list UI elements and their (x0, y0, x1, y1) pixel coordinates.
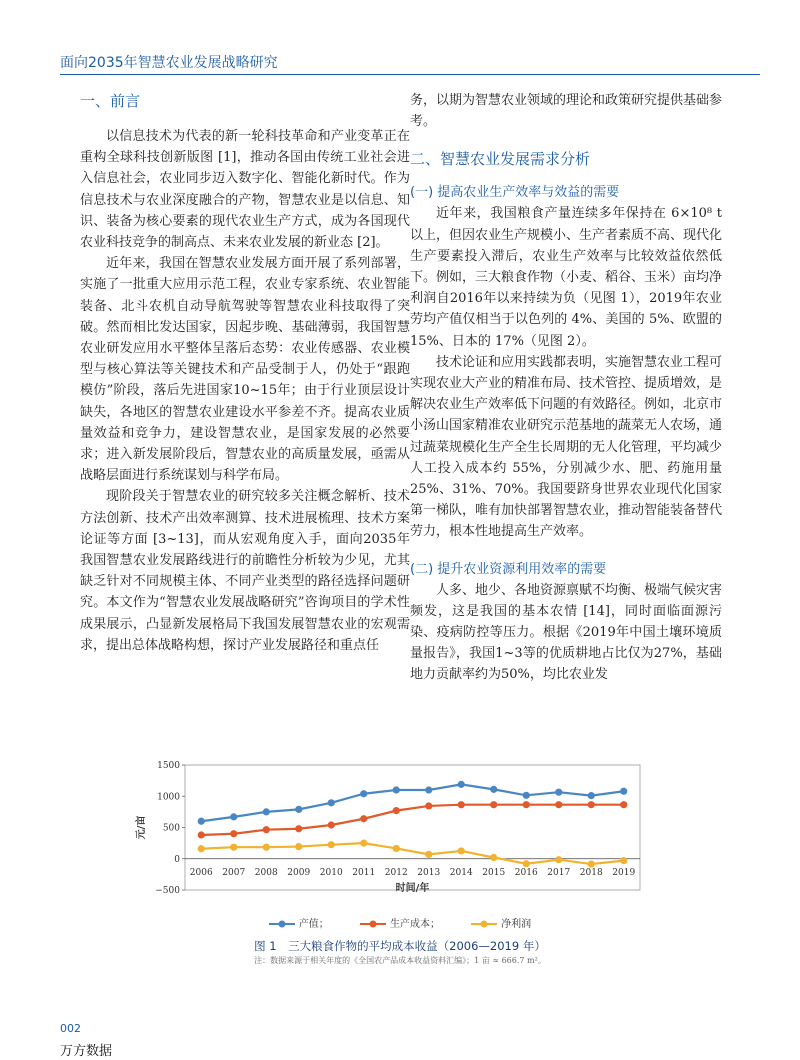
y-tick-label: 1500 (157, 761, 180, 771)
data-point-生产成本 (523, 801, 530, 808)
data-point-产值 (523, 792, 530, 799)
x-tick-label: 2014 (449, 867, 473, 878)
paragraph: 技术论证和应用实践都表明，实施智慧农业工程可实现农业大产业的精准布局、技术管控、提质增效，是解决农业生产效率低下问题的有效路径。例如，北京市小汤山国家精准农业研究示范基地的蔬菜无人农场，通过蔬菜规模化生产全生长周期的无人化管理，平均减少人工投入成本约 55%，分别减少水、肥、药施用量 25%、31%、70%。我国要跻身世界农业现代化国家第一梯队，唯有加快部署智慧农业，推动智能装备替代劳力，根本性地提高生产效率。 (410, 354, 723, 540)
x-tick-label: 2018 (579, 867, 603, 878)
x-tick-label: 2006 (189, 867, 213, 878)
data-point-净利润 (490, 854, 497, 861)
plot-frame (185, 765, 640, 890)
paragraph: 人多、地少、各地资源禀赋不均衡、极端气候灾害频发，这是我国的基本农情 [14]，同时面临面源污染、疫病防控等压力。根据《2019年中国土壤环境质量报告》，我国1~3等的优质耕地占比仅为27%，基础地力贡献率约为50%，均比农业发 (410, 582, 723, 683)
figure-caption: 图 1 三大粮食作物的平均成本收益（2006—2019 年） (254, 939, 546, 953)
x-tick-label: 2011 (352, 867, 376, 878)
data-point-净利润 (360, 840, 367, 847)
x-tick-label: 2016 (514, 867, 538, 878)
right-column (410, 90, 722, 686)
data-point-产值 (198, 818, 205, 825)
data-point-生产成本 (458, 801, 465, 808)
data-point-净利润 (328, 841, 335, 848)
x-tick-label: 2007 (222, 867, 246, 878)
chart-legend (0, 915, 800, 930)
paragraph: 现阶段关于智慧农业的研究较多关注概念解析、技术方法创新、技术产出效率测算、技术进展梳理、技术方案论证等方面 [3~13]，而从宏观角度入手，面向2035年我国智慧农业发展路线进行的前瞻性分析较为少见，尤其缺乏针对不同规模主体、不同产业类型的路径选择问题研究。本文作为“智慧农业发展战略研究”咨询项目的学术性成果展示，凸显新发展格局下我国发展智慧农业的宏观需求，提出总体战略构想，探讨产业发展路径和重点任 (80, 489, 410, 653)
data-point-产值 (263, 808, 270, 815)
subsection-heading: (一) 提高农业生产效率与效益的需要 (410, 185, 620, 201)
x-tick-label: 2013 (417, 867, 441, 878)
y-tick-label: 1000 (157, 792, 180, 803)
x-axis-title: 时间/年 (395, 882, 430, 894)
legend-item: 生产成本； (360, 915, 440, 930)
data-point-生产成本 (588, 801, 595, 808)
data-point-产值 (490, 786, 497, 793)
y-tick-label: −500 (155, 886, 180, 896)
running-header: 面向2035年智慧农业发展战略研究 (60, 55, 278, 71)
y-axis-title: 元/亩 (136, 815, 147, 840)
data-point-生产成本 (555, 801, 562, 808)
data-point-产值 (295, 806, 302, 813)
paragraph: 以信息技术为代表的新一轮科技革命和产业变革正在重构全球科技创新版图 [1]，推动各国由传统工业社会进入信息社会，农业同步迈入数字化、智能化新时代。作为信息技术与农业深度融合的产物，智慧农业是以信息、知识、装备为核心要素的现代农业生产方式，成为各国现代农业科技竞争的制高点、未来农业发展的新业态 [2]。 (80, 129, 410, 251)
data-point-生产成本 (425, 802, 432, 809)
legend-item: 净利润 (471, 915, 531, 930)
paragraph: 务，以期为智慧农业领域的理论和政策研究提供基础参考。 (410, 93, 723, 130)
data-point-产值 (425, 786, 432, 793)
x-tick-label: 2017 (547, 867, 571, 878)
left-column (80, 90, 410, 656)
legend-item: 产值； (269, 915, 329, 930)
x-tick-label: 2009 (287, 867, 311, 878)
watermark: 万方数据 (60, 1044, 113, 1059)
y-tick-label: 500 (162, 823, 180, 834)
data-point-生产成本 (198, 831, 205, 838)
data-point-产值 (393, 786, 400, 793)
data-point-生产成本 (230, 830, 237, 837)
data-point-产值 (620, 788, 627, 795)
header-rule (60, 74, 760, 75)
data-point-生产成本 (360, 815, 367, 822)
y-tick-label: 0 (174, 854, 180, 865)
x-tick-label: 2010 (319, 867, 343, 878)
data-point-净利润 (523, 860, 530, 867)
section-heading-intro: 一、前言 (80, 92, 141, 110)
data-point-净利润 (425, 851, 432, 858)
data-point-净利润 (393, 845, 400, 852)
data-point-生产成本 (295, 825, 302, 832)
data-point-生产成本 (263, 826, 270, 833)
page-number: 002 (60, 1022, 81, 1035)
paragraph: 近年来，我国粮食产量连续多年保持在 6×10⁸ t以上，但因农业生产规模小、生产者素质不高、现代化生产要素投入滞后，农业生产效率与比较效益依然低下。例如，三大粮食作物（小麦、稻谷、玉米）亩均净利润自2016年以来持续为负（见图 1），2019年农业劳均产值仅相当于以色列的 4%、美国的 5%、欧盟的 15%、日本的 17%（见图 2）。 (410, 206, 723, 349)
data-point-生产成本 (620, 801, 627, 808)
data-point-净利润 (620, 857, 627, 864)
data-point-产值 (588, 792, 595, 799)
data-point-生产成本 (393, 807, 400, 814)
data-point-生产成本 (328, 821, 335, 828)
x-tick-label: 2012 (384, 867, 408, 878)
x-tick-label: 2019 (612, 867, 636, 878)
section-heading-demand: 二、智慧农业发展需求分析 (410, 150, 591, 169)
data-point-净利润 (198, 845, 205, 852)
data-point-净利润 (263, 844, 270, 851)
data-point-净利润 (295, 843, 302, 850)
data-point-净利润 (555, 856, 562, 863)
data-point-净利润 (458, 847, 465, 854)
data-point-生产成本 (490, 801, 497, 808)
line-chart (130, 760, 670, 960)
data-point-产值 (458, 781, 465, 788)
data-point-产值 (230, 813, 237, 820)
figure-note: 注：数据来源于相关年度的《全国农产品成本收益资料汇编》；1 亩 ≈ 666.7 m²。 (254, 956, 546, 965)
subsection-heading: (二) 提升农业资源利用效率的需要 (410, 561, 607, 577)
data-point-净利润 (230, 844, 237, 851)
data-point-产值 (328, 799, 335, 806)
x-tick-label: 2008 (254, 867, 278, 878)
data-point-产值 (360, 790, 367, 797)
chart-figure-1 (130, 760, 670, 960)
data-point-产值 (555, 789, 562, 796)
x-tick-label: 2015 (482, 867, 506, 878)
paragraph: 近年来，我国在智慧农业发展方面开展了系列部署，实施了一批重大应用示范工程，农业专家系统、农业智能装备、北斗农机自动导航驾驶等智慧农业科技取得了突破。然而相比发达国家，因起步晚、基础薄弱，我国智慧农业研发应用水平整体呈落后态势：农业传感器、农业模型与核心算法等关键技术和产品受制于人，仍处于“跟跑模仿”阶段，落后先进国家10~15年；由于行业顶层设计缺失，各地区的智慧农业建设水平参差不齐。提高农业质量效益和竞争力，建设智慧农业，是国家发展的必然要求；进入新发展阶段后，智慧农业的高质量发展，亟需从战略层面进行系统谋划与科学布局。 (80, 256, 410, 484)
data-point-净利润 (588, 860, 595, 867)
